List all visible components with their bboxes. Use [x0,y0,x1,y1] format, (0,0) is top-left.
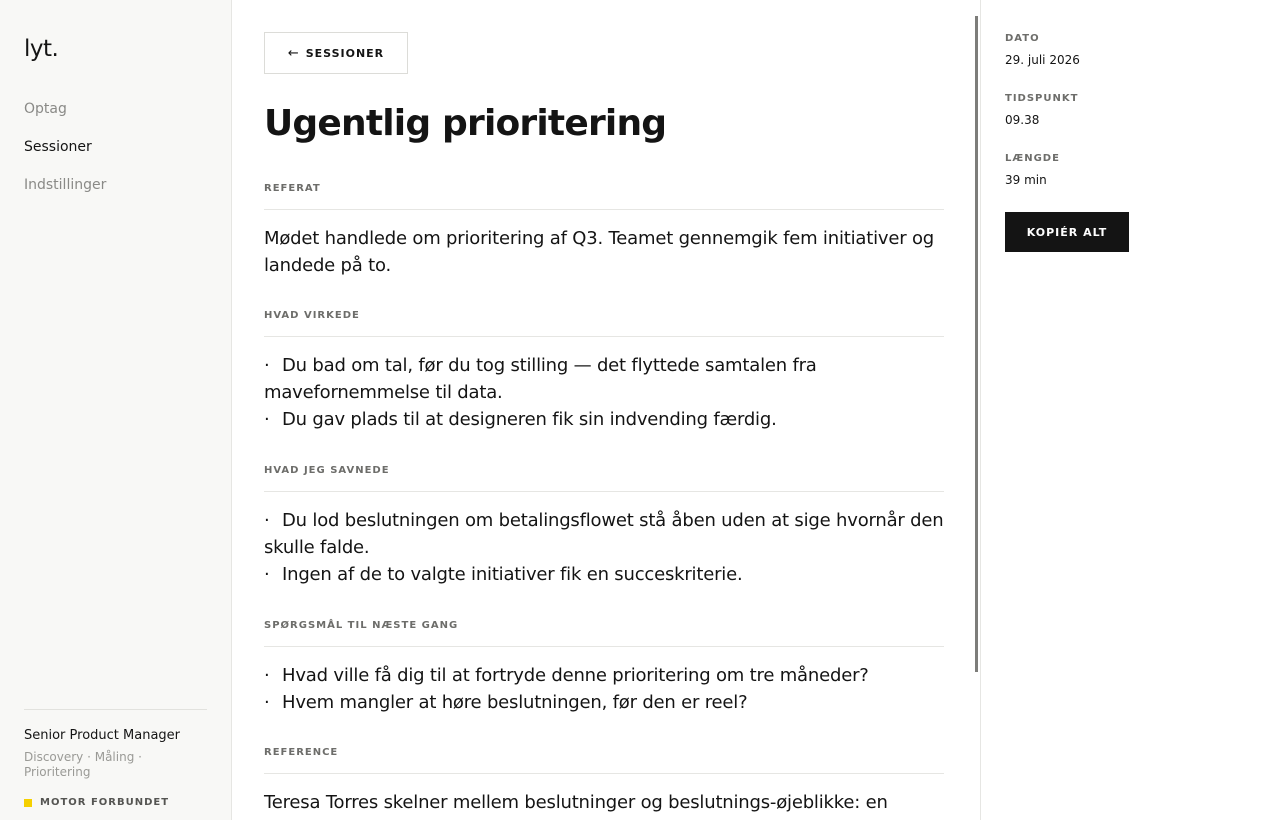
back-button-label: SESSIONER [305,46,385,60]
bullet-icon: · [264,665,270,686]
worked-section [264,310,944,433]
list-item: · Du bad om tal, før du tog stilling — det flyttede samtalen fra mavefornemmelse til data. [264,352,944,406]
list-item: · Du lod beslutningen om betalingsflowet stå åben uden at sige hvornår den skulle falde. [264,507,944,561]
section-label: REFERENCE [264,747,944,774]
summary-text: Mødet handlede om prioritering af Q3. Teamet gennemgik fem initiativer og landede på to. [264,228,934,276]
bullet-icon: · [264,564,270,585]
summary-section [264,183,944,279]
reference-section [264,747,944,816]
sidebar-item-optag[interactable]: Optag [24,101,67,117]
bullet-icon: · [264,409,270,430]
profile-skills: Discovery · Måling · Prioritering [24,750,142,779]
section-label: HVAD JEG SAVNEDE [264,465,944,492]
reference-text: Teresa Torres skelner mellem beslutninger og beslutnings-øjeblikke: en [264,792,888,813]
list-item: · Hvem mangler at høre beslutningen, før den er reel? [264,689,944,716]
session-detail [264,0,944,820]
worked-list [264,352,944,433]
date-meta [1005,32,1080,68]
length-label: LÆNGDE [1005,153,1060,164]
status-indicator-icon [24,799,32,807]
bullet-icon: · [264,355,270,376]
missed-list [264,507,944,588]
section-label: SPØRGSMÅL TIL NÆSTE GANG [264,620,944,647]
profile-role: Senior Product Manager [24,728,181,743]
list-item: · Du gav plads til at designeren fik sin indvending færdig. [264,406,944,433]
page-title: Ugentlig prioritering [264,103,667,144]
profile-footer [24,709,207,808]
section-label: REFERAT [264,183,944,210]
back-to-sessions-button[interactable] [264,32,408,74]
length-meta [1005,152,1060,188]
app-logo[interactable]: lyt. [24,36,59,62]
sidebar-item-indstillinger[interactable]: Indstillinger [24,177,107,193]
bullet-icon: · [264,510,270,531]
status-label: MOTOR FORBUNDET [40,797,170,808]
section-label: HVAD VIRKEDE [264,310,944,337]
bullet-icon: · [264,692,270,713]
time-meta [1005,92,1078,128]
time-value: 09.38 [1005,113,1040,127]
sidebar-nav [24,100,106,214]
copy-all-button[interactable]: KOPIÉR ALT [1005,212,1129,252]
session-details-panel [980,0,1280,820]
questions-list [264,662,944,716]
scrollbar[interactable] [975,16,978,672]
time-label: TIDSPUNKT [1005,93,1079,104]
sidebar-item-sessioner[interactable]: Sessioner [24,139,92,155]
questions-section [264,620,944,716]
sidebar [0,0,232,820]
missed-section [264,465,944,588]
list-item: · Hvad ville få dig til at fortryde denne prioritering om tre måneder? [264,662,944,689]
date-value: 29. juli 2026 [1005,53,1080,67]
date-label: DATO [1005,33,1040,44]
arrow-left-icon: ← [287,45,300,61]
length-value: 39 min [1005,173,1047,187]
engine-status [24,797,207,808]
list-item: · Ingen af de to valgte initiativer fik en succeskriterie. [264,561,944,588]
